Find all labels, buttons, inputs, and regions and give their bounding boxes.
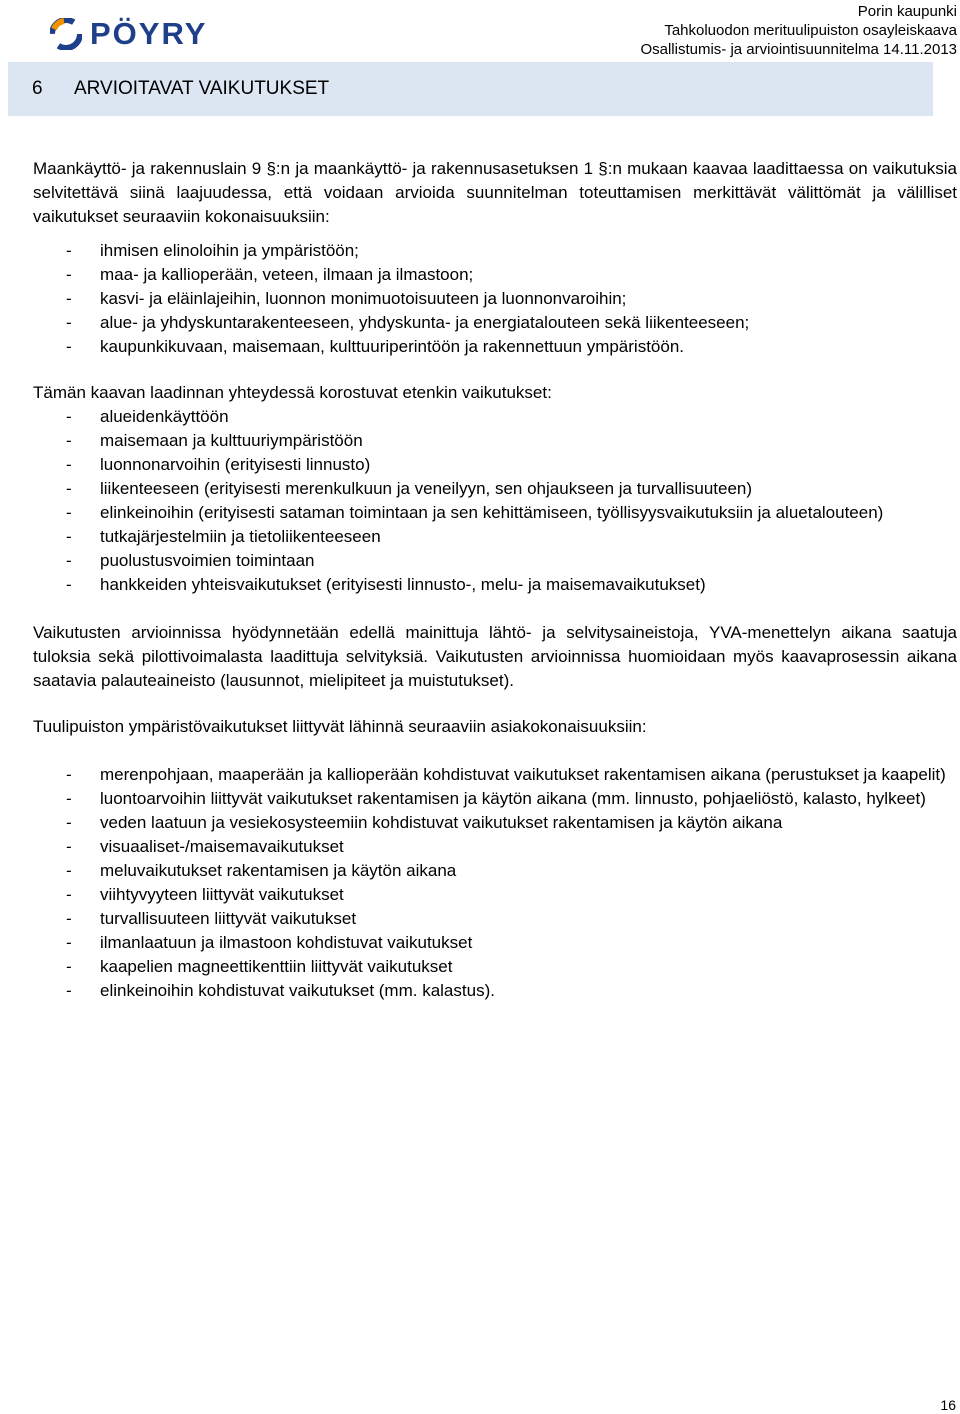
list-item-text: elinkeinoihin (erityisesti sataman toimintaan ja sen kehittämiseen, työllisyysvaikutuksiin ja aluetalouteen) [100,503,884,522]
list-dash: - [66,527,72,546]
list-item-text: ihmisen elinoloihin ja ympäristöön; [100,241,359,260]
list-item [33,477,957,501]
list-item [33,239,957,263]
list-item-text: luontoarvoihin liittyvät vaikutukset rakentamisen ja käytön aikana (mm. linnusto, pohjaeliöstö, kalasto, hylkeet) [100,789,926,808]
client-name: Porin kaupunki [857,3,957,20]
list-item [33,883,957,907]
document-name: Osallistumis- ja arviointisuunnitelma 14.11.2013 [640,41,957,58]
list-dash: - [66,337,72,356]
section-title-band [8,62,933,116]
list-dash: - [66,813,72,832]
section-title: ARVIOITAVAT VAIKUTUKSET [74,78,330,99]
list-dash: - [66,479,72,498]
list-dash: - [66,957,72,976]
list-item-text: veden laatuun ja vesiekosysteemiin kohdistuvat vaikutukset rakentamisen ja käytön aikana [100,813,783,832]
list-item-text: ilmanlaatuun ja ilmastoon kohdistuvat vaikutukset [100,933,473,952]
list-item [33,787,957,811]
list-item [33,263,957,287]
poyry-logo-icon [50,18,82,50]
list-item [33,763,957,787]
list-dash: - [66,909,72,928]
list-item-text: turvallisuuteen liittyvät vaikutukset [100,909,357,928]
project-name: Tahkoluodon merituulipuiston osayleiskaava [664,22,957,39]
emphasis-paragraph: Tämän kaavan laadinnan yhteydessä korostuvat etenkin vaikutukset: [33,383,552,402]
list-dash: - [66,241,72,260]
list-dash: - [66,765,72,784]
list-dash: - [66,289,72,308]
list-dash: - [66,313,72,332]
list-item [33,311,957,335]
document-body [33,157,957,1003]
impact-areas-list [33,239,957,359]
list-item-text: kaupunkikuvaan, maisemaan, kulttuuriperintöön ja rakennettuun ympäristöön. [100,337,685,356]
list-item [33,859,957,883]
list-item [33,429,957,453]
windpark-impacts-list [33,763,957,1003]
list-dash: - [66,981,72,1000]
list-dash: - [66,575,72,594]
emphasized-impacts-list [33,405,957,597]
poyry-logo [34,2,226,60]
list-dash: - [66,837,72,856]
intro-paragraph: Maankäyttö- ja rakennuslain 9 §:n ja maankäyttö- ja rakennusasetuksen 1 §:n mukaan kaavaa laadittaessa on vaikutuksia selvitettävä siinä laajuudessa, että voidaan arvioida suunnitelman toteuttamisen merkittävät välittömät ja välilliset vaikutukset seuraaviin kokonaisuuksiin: [33,159,957,226]
list-item-text: visuaaliset-/maisemavaikutukset [100,837,344,856]
list-item-text: kaapelien magneettikenttiin liittyvät vaikutukset [100,957,453,976]
list-item [33,501,957,525]
list-item [33,835,957,859]
list-item-text: hankkeiden yhteisvaikutukset (erityisesti linnusto-, melu- ja maisemavaikutukset) [100,575,706,594]
page-header [0,0,960,60]
document-info [640,2,957,59]
list-item [33,931,957,955]
list-item-text: tutkajärjestelmiin ja tietoliikenteeseen [100,527,381,546]
windpark-paragraph: Tuulipuiston ympäristövaikutukset liittyvät lähinnä seuraaviin asiakokonaisuuksiin: [33,717,647,736]
list-item-text: alue- ja yhdyskuntarakenteeseen, yhdyskunta- ja energiatalouteen sekä liikenteeseen; [100,313,750,332]
assessment-paragraph: Vaikutusten arvioinnissa hyödynnetään edellä mainittuja lähtö- ja selvitysaineistoja, YVA-menettelyn aikana saatuja tuloksia sekä pilottivoimalasta laadittuja selvityksiä. Vaikutusten arvioinnissa huomioidaan myös kaavaprosessin aikana saatavia palauteaineisto (lausunnot, mielipiteet ja muistutukset). [33,623,957,690]
list-dash: - [66,265,72,284]
list-dash: - [66,885,72,904]
list-item [33,979,957,1003]
list-item-text: merenpohjaan, maaperään ja kallioperään kohdistuvat vaikutukset rakentamisen aikana (perustukset ja kaapelit) [100,765,946,784]
list-item-text: kasvi- ja eläinlajeihin, luonnon monimuotoisuuteen ja luonnonvaroihin; [100,289,627,308]
list-dash: - [66,789,72,808]
list-item [33,811,957,835]
list-item-text: viihtyvyyteen liittyvät vaikutukset [100,885,344,904]
list-item [33,453,957,477]
list-item-text: puolustusvoimien toimintaan [100,551,315,570]
list-item [33,955,957,979]
list-item [33,573,957,597]
list-item-text: maa- ja kallioperään, veteen, ilmaan ja ilmastoon; [100,265,474,284]
list-dash: - [66,455,72,474]
logo-wordmark: PÖYRY [90,16,208,51]
page-number: 16 [940,1397,956,1413]
list-dash: - [66,933,72,952]
list-dash: - [66,407,72,426]
list-dash: - [66,431,72,450]
list-item-text: maisemaan ja kulttuuriympäristöön [100,431,363,450]
list-item [33,525,957,549]
list-item-text: elinkeinoihin kohdistuvat vaikutukset (mm. kalastus). [100,981,495,1000]
list-item [33,405,957,429]
list-item [33,907,957,931]
list-dash: - [66,503,72,522]
list-dash: - [66,551,72,570]
list-item [33,335,957,359]
list-item [33,287,957,311]
list-item-text: alueidenkäyttöön [100,407,229,426]
list-item-text: liikenteeseen (erityisesti merenkulkuun ja veneilyyn, sen ohjaukseen ja turvallisuuteen) [100,479,753,498]
list-item-text: luonnonarvoihin (erityisesti linnusto) [100,455,371,474]
list-item [33,549,957,573]
section-number: 6 [32,78,43,99]
list-dash: - [66,861,72,880]
list-item-text: meluvaikutukset rakentamisen ja käytön aikana [100,861,457,880]
